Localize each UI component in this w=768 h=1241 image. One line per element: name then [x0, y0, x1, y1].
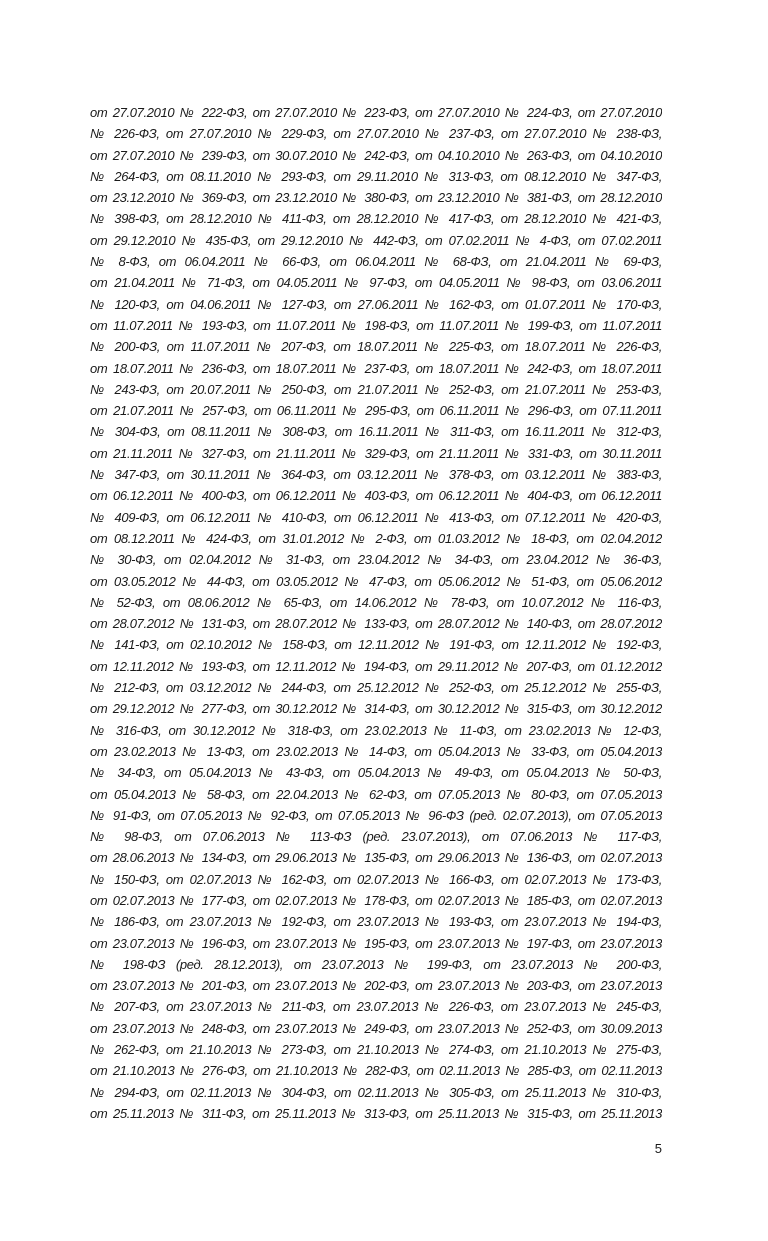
text-line: № 120-ФЗ, от 04.06.2011 № 127-ФЗ, от 27.06.2011 № 162-ФЗ, от 01.07.2011 № 170-ФЗ,	[90, 296, 662, 312]
text-line: от 23.07.2013 № 248-ФЗ, от 23.07.2013 № 249-ФЗ, от 23.07.2013 № 252-ФЗ, от 30.09.2013	[90, 1020, 662, 1036]
text-line: № 186-ФЗ, от 23.07.2013 № 192-ФЗ, от 23.07.2013 № 193-ФЗ, от 23.07.2013 № 194-ФЗ,	[90, 914, 662, 930]
text-line: от 27.07.2010 № 239-ФЗ, от 30.07.2010 № 242-ФЗ, от 04.10.2010 № 263-ФЗ, от 04.10.2010	[90, 147, 662, 163]
text-line: от 21.11.2011 № 327-ФЗ, от 21.11.2011 № 329-ФЗ, от 21.11.2011 № 331-ФЗ, от 30.11.2011	[90, 445, 662, 461]
text-line: от 23.07.2013 № 196-ФЗ, от 23.07.2013 № 195-ФЗ, от 23.07.2013 № 197-ФЗ, от 23.07.2013	[90, 935, 662, 951]
text-line: от 21.04.2011 № 71-ФЗ, от 04.05.2011 № 97-ФЗ, от 04.05.2011 № 98-ФЗ, от 03.06.2011	[90, 275, 662, 291]
page-number: 5	[654, 1141, 662, 1156]
text-line: от 11.07.2011 № 193-ФЗ, от 11.07.2011 № 198-ФЗ, от 11.07.2011 № 199-ФЗ, от 11.07.2011	[90, 317, 662, 333]
text-line: № 200-ФЗ, от 11.07.2011 № 207-ФЗ, от 18.07.2011 № 225-ФЗ, от 18.07.2011 № 226-ФЗ,	[90, 339, 662, 355]
text-line: № 150-ФЗ, от 02.07.2013 № 162-ФЗ, от 02.07.2013 № 166-ФЗ, от 02.07.2013 № 173-ФЗ,	[90, 871, 662, 887]
text-line: № 8-ФЗ, от 06.04.2011 № 66-ФЗ, от 06.04.2011 № 68-ФЗ, от 21.04.2011 № 69-ФЗ,	[90, 254, 662, 270]
text-line: от 28.07.2012 № 131-ФЗ, от 28.07.2012 № 133-ФЗ, от 28.07.2012 № 140-ФЗ, от 28.07.2012	[90, 616, 662, 632]
text-line: № 34-ФЗ, от 05.04.2013 № 43-ФЗ, от 05.04.2013 № 49-ФЗ, от 05.04.2013 № 50-ФЗ,	[90, 765, 662, 781]
text-line: № 98-ФЗ, от 07.06.2013 № 113-ФЗ (ред. 23.07.2013), от 07.06.2013 № 117-ФЗ,	[90, 829, 662, 845]
text-line: № 198-ФЗ (ред. 28.12.2013), от 23.07.2013 № 199-ФЗ, от 23.07.2013 № 200-ФЗ,	[90, 956, 662, 972]
text-line: № 212-ФЗ, от 03.12.2012 № 244-ФЗ, от 25.12.2012 № 252-ФЗ, от 25.12.2012 № 255-ФЗ,	[90, 680, 662, 696]
text-line: от 06.12.2011 № 400-ФЗ, от 06.12.2011 № 403-ФЗ, от 06.12.2011 № 404-ФЗ, от 06.12.2011	[90, 488, 662, 504]
text-line: от 27.07.2010 № 222-ФЗ, от 27.07.2010 № 223-ФЗ, от 27.07.2010 № 224-ФЗ, от 27.07.2010	[90, 105, 662, 120]
text-line: № 91-ФЗ, от 07.05.2013 № 92-ФЗ, от 07.05.2013 № 96-ФЗ (ред. 02.07.2013), от 07.05.2013	[90, 807, 662, 823]
text-line: от 23.12.2010 № 369-ФЗ, от 23.12.2010 № 380-ФЗ, от 23.12.2010 № 381-ФЗ, от 28.12.2010	[90, 190, 662, 206]
text-line: от 03.05.2012 № 44-ФЗ, от 03.05.2012 № 47-ФЗ, от 05.06.2012 № 51-ФЗ, от 05.06.2012	[90, 573, 662, 589]
text-line: от 25.11.2013 № 311-ФЗ, от 25.11.2013 № 313-ФЗ, от 25.11.2013 № 315-ФЗ, от 25.11.2013	[90, 1105, 662, 1121]
text-line: № 52-ФЗ, от 08.06.2012 № 65-ФЗ, от 14.06.2012 № 78-ФЗ, от 10.07.2012 № 116-ФЗ,	[90, 594, 662, 610]
text-line: от 29.12.2012 № 277-ФЗ, от 30.12.2012 № 314-ФЗ, от 30.12.2012 № 315-ФЗ, от 30.12.2012	[90, 701, 662, 717]
text-line: от 18.07.2011 № 236-ФЗ, от 18.07.2011 № 237-ФЗ, от 18.07.2011 № 242-ФЗ, от 18.07.2011	[90, 360, 662, 376]
text-line: № 316-ФЗ, от 30.12.2012 № 318-ФЗ, от 23.02.2013 № 11-ФЗ, от 23.02.2013 № 12-ФЗ,	[90, 722, 662, 738]
text-line: № 409-ФЗ, от 06.12.2011 № 410-ФЗ, от 06.12.2011 № 413-ФЗ, от 07.12.2011 № 420-ФЗ,	[90, 509, 662, 525]
text-line: от 23.07.2013 № 201-ФЗ, от 23.07.2013 № 202-ФЗ, от 23.07.2013 № 203-ФЗ, от 23.07.2013	[90, 978, 662, 994]
text-line: № 207-ФЗ, от 23.07.2013 № 211-ФЗ, от 23.07.2013 № 226-ФЗ, от 23.07.2013 № 245-ФЗ,	[90, 999, 662, 1015]
text-line: № 30-ФЗ, от 02.04.2012 № 31-ФЗ, от 23.04.2012 № 34-ФЗ, от 23.04.2012 № 36-ФЗ,	[90, 552, 662, 568]
text-line: от 29.12.2010 № 435-ФЗ, от 29.12.2010 № 442-ФЗ, от 07.02.2011 № 4-ФЗ, от 07.02.2011	[90, 232, 662, 248]
text-line: № 141-ФЗ, от 02.10.2012 № 158-ФЗ, от 12.11.2012 № 191-ФЗ, от 12.11.2012 № 192-ФЗ,	[90, 637, 662, 653]
body-text	[90, 102, 662, 1124]
text-line: № 264-ФЗ, от 08.11.2010 № 293-ФЗ, от 29.11.2010 № 313-ФЗ, от 08.12.2010 № 347-ФЗ,	[90, 168, 662, 184]
text-line: № 398-ФЗ, от 28.12.2010 № 411-ФЗ, от 28.12.2010 № 417-ФЗ, от 28.12.2010 № 421-ФЗ,	[90, 211, 662, 227]
text-line: от 21.10.2013 № 276-ФЗ, от 21.10.2013 № 282-ФЗ, от 02.11.2013 № 285-ФЗ, от 02.11.2013	[90, 1063, 662, 1079]
text-line: от 12.11.2012 № 193-ФЗ, от 12.11.2012 № 194-ФЗ, от 29.11.2012 № 207-ФЗ, от 01.12.2012	[90, 658, 662, 674]
text-line: № 347-ФЗ, от 30.11.2011 № 364-ФЗ, от 03.12.2011 № 378-ФЗ, от 03.12.2011 № 383-ФЗ,	[90, 467, 662, 483]
text-line: № 226-ФЗ, от 27.07.2010 № 229-ФЗ, от 27.07.2010 № 237-ФЗ, от 27.07.2010 № 238-ФЗ,	[90, 126, 662, 142]
text-line: от 21.07.2011 № 257-ФЗ, от 06.11.2011 № 295-ФЗ, от 06.11.2011 № 296-ФЗ, от 07.11.2011	[90, 403, 662, 419]
text-line: № 243-ФЗ, от 20.07.2011 № 250-ФЗ, от 21.07.2011 № 252-ФЗ, от 21.07.2011 № 253-ФЗ,	[90, 381, 662, 397]
text-line: от 23.02.2013 № 13-ФЗ, от 23.02.2013 № 14-ФЗ, от 05.04.2013 № 33-ФЗ, от 05.04.2013	[90, 743, 662, 759]
text-line: от 05.04.2013 № 58-ФЗ, от 22.04.2013 № 62-ФЗ, от 07.05.2013 № 80-ФЗ, от 07.05.2013	[90, 786, 662, 802]
text-line: № 304-ФЗ, от 08.11.2011 № 308-ФЗ, от 16.11.2011 № 311-ФЗ, от 16.11.2011 № 312-ФЗ,	[90, 424, 662, 440]
text-line: от 02.07.2013 № 177-ФЗ, от 02.07.2013 № 178-ФЗ, от 02.07.2013 № 185-ФЗ, от 02.07.2013	[90, 892, 662, 908]
text-line: от 08.12.2011 № 424-ФЗ, от 31.01.2012 № 2-ФЗ, от 01.03.2012 № 18-ФЗ, от 02.04.2012	[90, 530, 662, 546]
text-line: № 294-ФЗ, от 02.11.2013 № 304-ФЗ, от 02.11.2013 № 305-ФЗ, от 25.11.2013 № 310-ФЗ,	[90, 1084, 662, 1100]
text-line: № 262-ФЗ, от 21.10.2013 № 273-ФЗ, от 21.10.2013 № 274-ФЗ, от 21.10.2013 № 275-ФЗ,	[90, 1042, 662, 1058]
text-line: от 28.06.2013 № 134-ФЗ, от 29.06.2013 № 135-ФЗ, от 29.06.2013 № 136-ФЗ, от 02.07.2013	[90, 850, 662, 866]
